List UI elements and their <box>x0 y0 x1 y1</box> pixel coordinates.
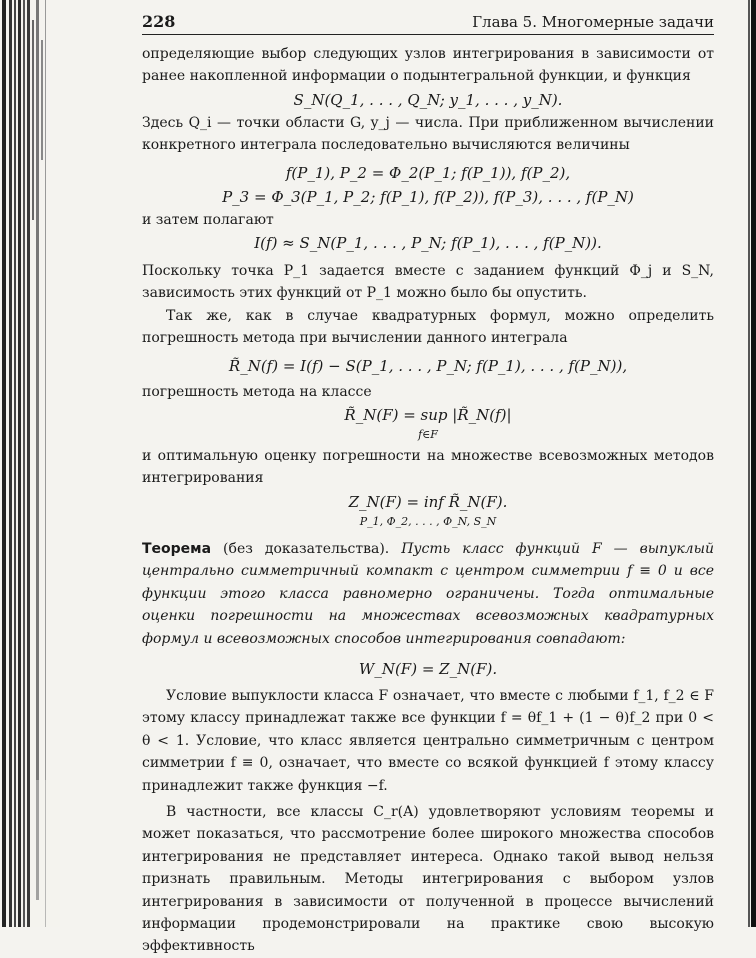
paragraph-9: В частности, все классы C_r(A) удовлетворяют условиям теоремы и может показаться, что рассмотрение более широкого множества способов интегрирования не представляет интереса. Однако такой вывод нельзя признать правильным. Методы интегрирования с выбором узлов интегрирования в зависимости от полученной в процессе вычислений информации продемонстрировали на практике свою высокую эффективность <box>142 803 714 955</box>
scan-edge-left <box>0 0 60 927</box>
formula-equality: W_N(F) = Z_N(F). <box>358 659 498 678</box>
page-number: 228 <box>142 12 176 31</box>
scan-edge-right <box>742 0 756 927</box>
formula-optimal <box>142 493 714 529</box>
paragraph-5: Так же, как в случае квадратурных формул, можно определить погрешность метода при вычислении данного интеграла <box>142 307 714 347</box>
paragraph-8: Условие выпуклости класса F означает, что вместе с любыми f_1, f_2 ∈ F этому классу принадлежат также все функции f = θf_1 + (1 − θ)f_2 при 0 < θ < 1. Условие, что класс является центрально симметричным с центром симметрии f ≡ 0, означает, что вместе со всякой функцией f этому классу принадлежит также функция −f. <box>142 687 714 794</box>
formula-optimal-main <box>349 493 508 529</box>
paragraph-4: Поскольку точка P_1 задается вместе с заданием функций Φ_j и S_N, зависимость этих функций от P_1 можно было бы опустить. <box>142 263 714 302</box>
formula-sn: S_N(Q_1, . . . , Q_N; y_1, . . . , y_N). <box>293 90 563 109</box>
theorem-statement: Пусть класс функций F — выпуклый центрально симметричный компакт с центром симметрии f ≡ 0 и все функции этого класса равномерно ограничены. Тогда оптимальные оценки погрешности на множествах всевозможных квадратурных формул и всевозможных способов интегрирования совпадают: <box>142 540 715 647</box>
paragraph-1: определяющие выбор следующих узлов интегрирования в зависимости от ранее накопленной информации о подынтегральной функции, и функция <box>142 46 714 85</box>
paragraph-3: и затем полагают <box>142 211 274 228</box>
formula-error-class <box>142 406 714 442</box>
formula-error: R̃_N(f) = I(f) − S(P_1, . . . , P_N; f(P_1), . . . , f(P_N)), <box>228 356 628 375</box>
formula-error-class-main <box>344 406 511 442</box>
running-header <box>142 12 714 35</box>
paragraph-6: погрешность метода на классе <box>142 383 372 400</box>
chapter-title: Глава 5. Многомерные задачи <box>472 13 714 31</box>
formula-optimal-subscript: P_1, Φ_2, . . . , Φ_N, S_N <box>359 514 497 528</box>
theorem-heading: Теорема <box>142 540 212 557</box>
formula-sequence-2: P_3 = Φ_3(P_1, P_2; f(P_1), f(P_2)), f(P_3), . . . , f(P_N) <box>222 187 634 206</box>
theorem-note: (без доказательства). <box>211 540 402 557</box>
paragraph-2: Здесь Q_i — точки области G, y_j — числа. При приближенном вычислении конкретного интеграла последовательно вычисляются величины <box>142 114 714 154</box>
paragraph-7: и оптимальную оценку погрешности на множестве всевозможных методов интегрирования <box>142 448 714 487</box>
book-page <box>142 12 714 958</box>
formula-error-class-subscript: f∈F <box>418 428 438 442</box>
formula-optimal-text: Z_N(F) = inf R̃_N(F). <box>348 492 508 511</box>
formula-sequence-1: f(P_1), P_2 = Φ_2(P_1; f(P_1)), f(P_2), <box>285 163 571 182</box>
theorem <box>142 538 714 650</box>
formula-error-class-text: R̃_N(F) = sup |R̃_N(f)| <box>344 406 512 425</box>
formula-approximation: I(f) ≈ S_N(P_1, . . . , P_N; f(P_1), . . . , f(P_N)). <box>254 234 602 253</box>
